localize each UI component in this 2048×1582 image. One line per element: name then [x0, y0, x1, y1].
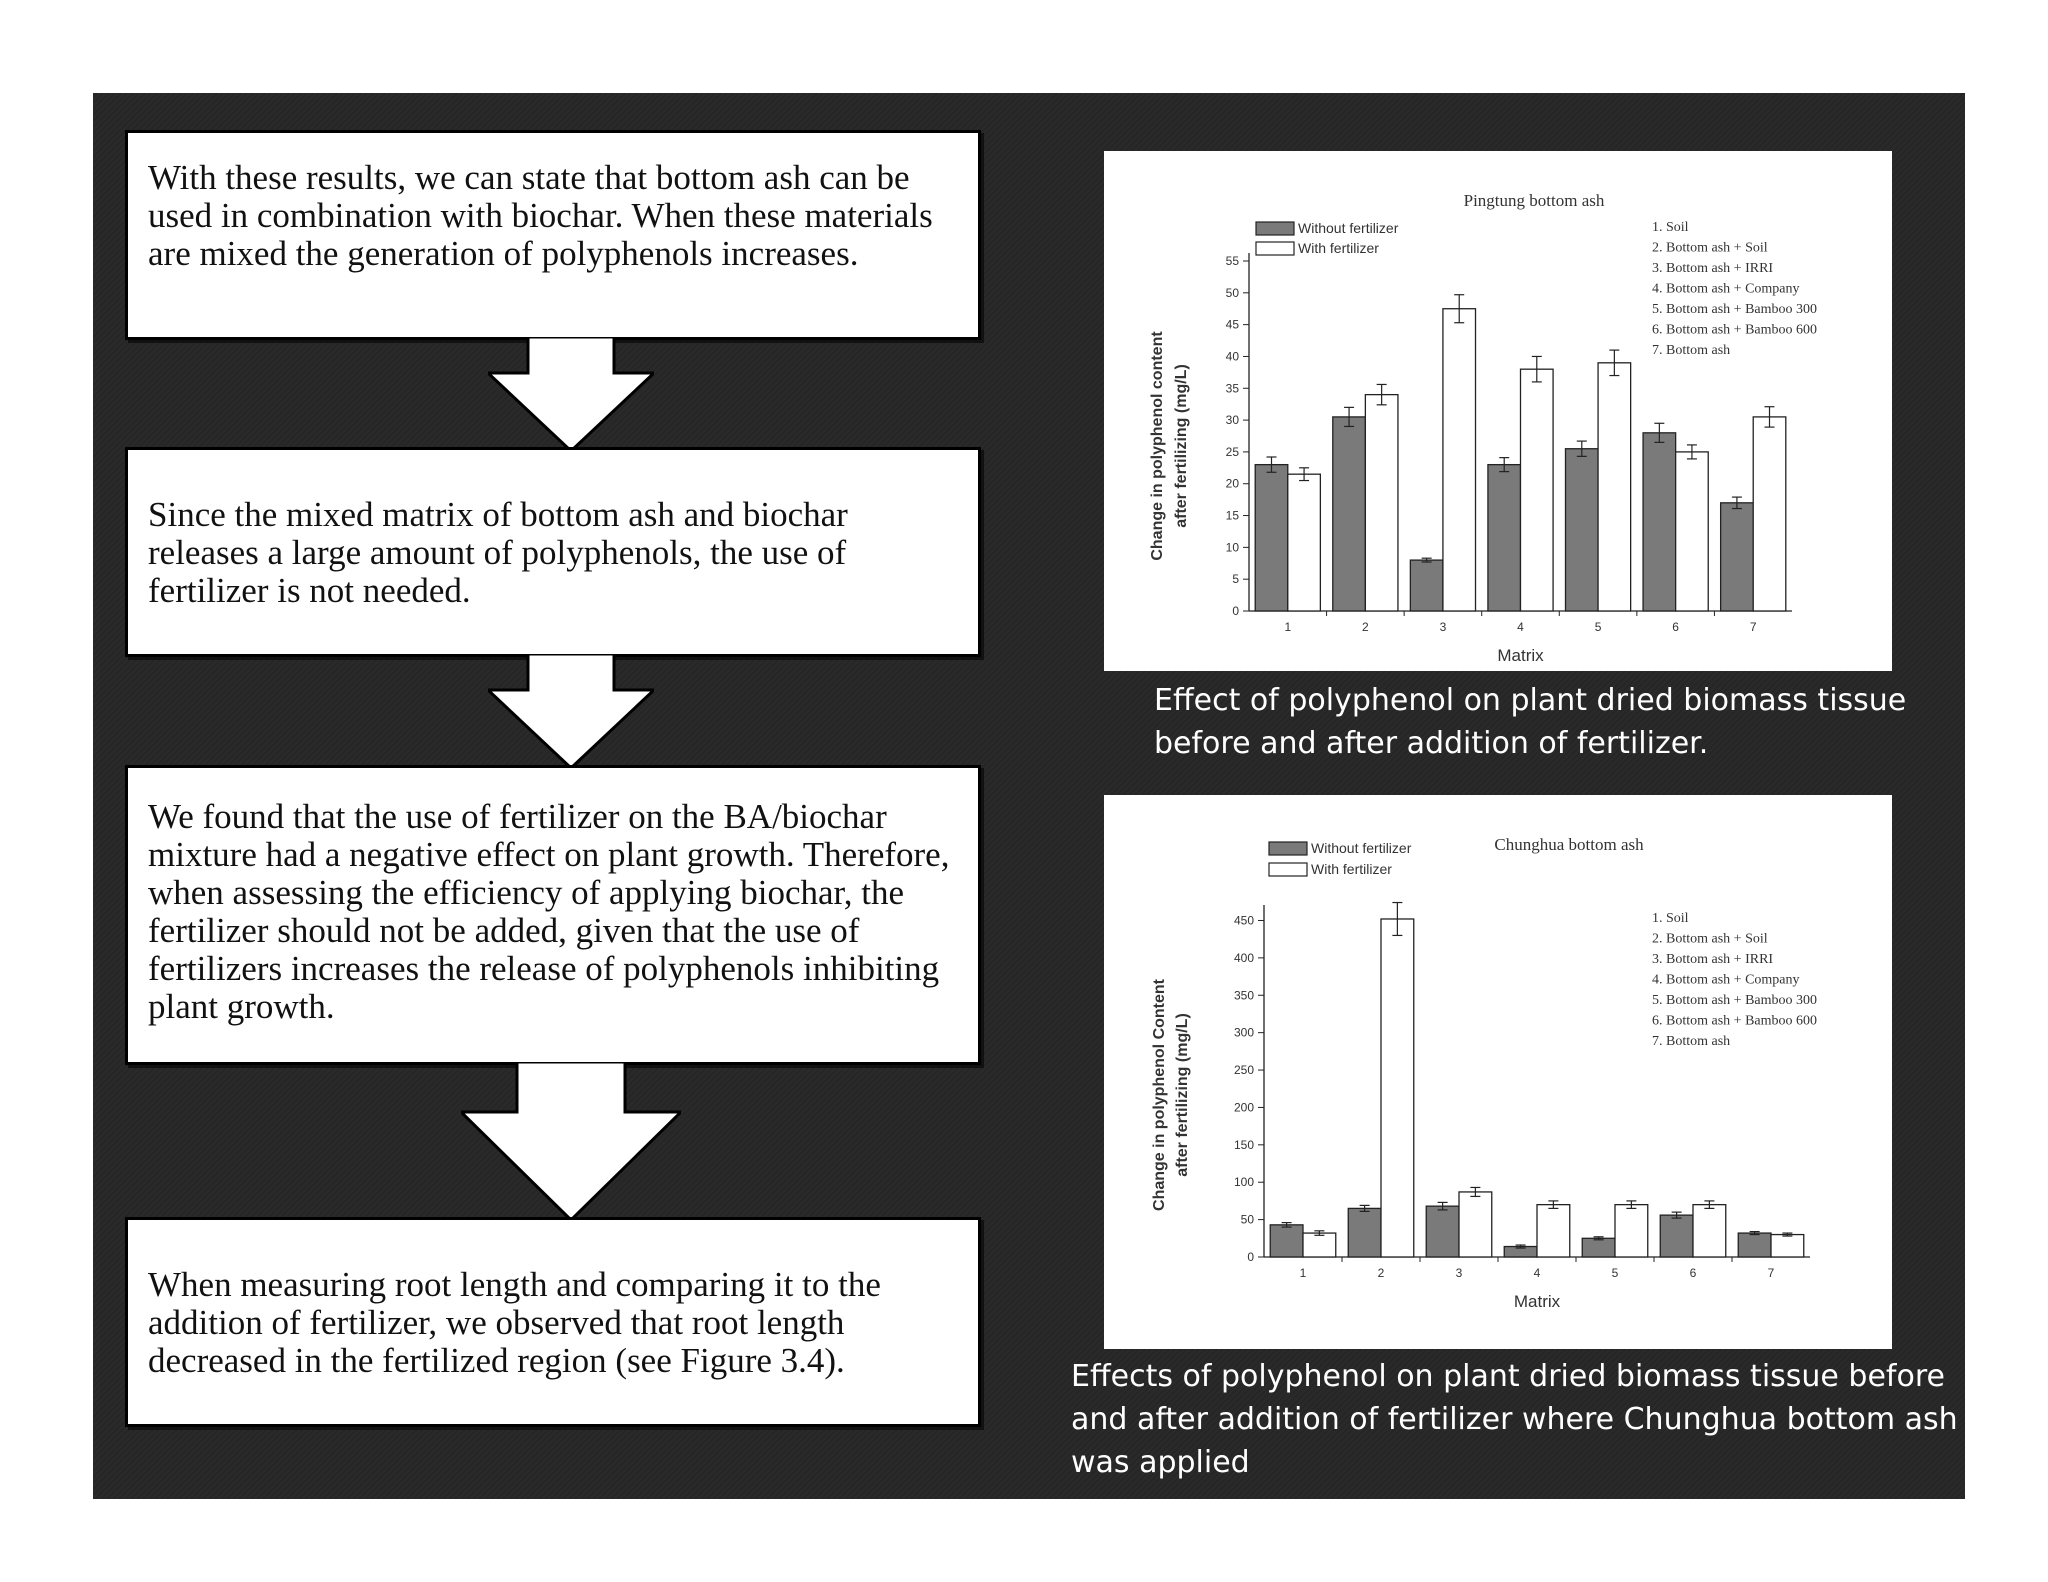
- bar-without-3: [1426, 1206, 1459, 1257]
- chart-panel-chunghua: [1104, 795, 1892, 1349]
- x-tick-label: 5: [1594, 620, 1602, 634]
- x-tick-label: 2: [1362, 620, 1369, 634]
- bar-with-5: [1615, 1205, 1648, 1257]
- bar-with-2: [1365, 395, 1398, 611]
- x-axis-label: Matrix: [1513, 1292, 1561, 1311]
- legend-label-with: With fertilizer: [1298, 240, 1379, 256]
- bar-without-4: [1488, 465, 1521, 611]
- x-tick-label: 4: [1517, 620, 1524, 634]
- slide: [93, 93, 1965, 1499]
- bar-with-2: [1381, 919, 1414, 1257]
- y-tick-label: 5: [1232, 572, 1239, 587]
- matrix-legend-item: 5. Bottom ash + Bamboo 300: [1652, 993, 1818, 1008]
- matrix-legend-item: 7. Bottom ash: [1652, 1034, 1731, 1049]
- y-tick-label: 20: [1225, 476, 1239, 491]
- legend-swatch-with: [1269, 863, 1307, 876]
- y-tick-label: 400: [1233, 950, 1254, 965]
- y-tick-label: 30: [1225, 413, 1239, 428]
- chart-title: Chunghua bottom ash: [1494, 835, 1644, 854]
- flow-box-4: [125, 1217, 981, 1427]
- x-tick-label: 5: [1611, 1266, 1619, 1280]
- y-tick-label: 200: [1233, 1100, 1254, 1115]
- matrix-legend-item: 6. Bottom ash + Bamboo 600: [1652, 1013, 1818, 1029]
- bar-with-7: [1771, 1235, 1804, 1257]
- matrix-legend-item: 3. Bottom ash + IRRI: [1652, 952, 1774, 967]
- bar-without-6: [1660, 1215, 1693, 1257]
- bar-without-6: [1643, 433, 1676, 611]
- bar-without-5: [1565, 449, 1598, 611]
- matrix-legend-item: 1. Soil: [1652, 220, 1689, 235]
- x-tick-label: 2: [1377, 1266, 1385, 1280]
- down-arrow-1: [488, 337, 654, 451]
- y-tick-label: 300: [1233, 1025, 1254, 1040]
- y-tick-label: 40: [1225, 349, 1239, 364]
- chart-caption-chunghua: Effects of polyphenol on plant dried biomass tissue before and after addition of fertilizer where Chunghua bottom ash was applied: [1071, 1359, 1958, 1480]
- y-axis-label-line2: after fertilizing (mg/L): [1174, 1013, 1191, 1177]
- flow-box-1-text: With these results, we can state that bottom ash can be used in combination with biochar. When these materials are mixed the generation of polyphenols increases.: [148, 158, 933, 273]
- y-tick-label: 10: [1225, 540, 1239, 555]
- chart-pingtung: [1104, 151, 1892, 671]
- y-tick-label: 15: [1225, 508, 1239, 523]
- y-tick-label: 450: [1233, 913, 1254, 928]
- flow-box-3: [125, 765, 981, 1065]
- matrix-legend-item: 4. Bottom ash + Company: [1652, 281, 1800, 297]
- y-tick-label: 55: [1225, 254, 1239, 268]
- x-tick-label: 3: [1439, 620, 1447, 634]
- y-tick-label: 0: [1232, 604, 1239, 618]
- matrix-legend-item: 1. Soil: [1652, 911, 1689, 926]
- bar-without-5: [1582, 1238, 1615, 1257]
- chart-title: Pingtung bottom ash: [1463, 191, 1605, 210]
- bar-without-2: [1333, 417, 1366, 611]
- x-tick-label: 1: [1284, 620, 1292, 634]
- bar-without-1: [1270, 1225, 1303, 1257]
- legend-label-without: Without fertilizer: [1311, 840, 1412, 856]
- chart-caption-pingtung: Effect of polyphenol on plant dried biomass tissue before and after addition of fertilizer.: [1154, 683, 1907, 761]
- y-tick-label: 150: [1233, 1137, 1254, 1152]
- flow-box-2: [125, 447, 981, 657]
- bar-with-4: [1537, 1205, 1570, 1257]
- chart-panel-pingtung: [1104, 151, 1892, 671]
- y-tick-label: 50: [1225, 285, 1239, 300]
- bar-without-1: [1255, 465, 1288, 611]
- y-axis-label-line2: after fertilizing (mg/L): [1173, 364, 1190, 528]
- bar-without-3: [1410, 560, 1443, 611]
- y-tick-label: 100: [1233, 1175, 1254, 1190]
- matrix-legend-item: 7. Bottom ash: [1652, 343, 1731, 358]
- bar-without-7: [1721, 503, 1754, 611]
- x-tick-label: 7: [1749, 620, 1757, 634]
- flow-box-2-text: Since the mixed matrix of bottom ash and biochar releases a large amount of polyphenols, the use of fertilizer is not needed.: [148, 495, 848, 610]
- down-arrow-2: [488, 654, 654, 768]
- y-axis-label-line1: Change in polyphenol content: [1149, 331, 1166, 561]
- y-tick-label: 35: [1225, 381, 1239, 396]
- flow-box-3-text: We found that the use of fertilizer on the BA/biochar mixture had a negative effect on plant growth. Therefore, when assessing the efficiency of applying biochar, the fertilizer should not be added, given that the use of fertilizers increases the release of polyphenols inhibiting plant growth.: [148, 797, 950, 1026]
- bar-with-6: [1693, 1205, 1726, 1257]
- chart-chunghua: [1104, 795, 1892, 1349]
- down-arrow-3: [461, 1062, 681, 1220]
- bar-with-7: [1753, 417, 1786, 611]
- flow-box-1: [125, 130, 981, 340]
- x-axis-label: Matrix: [1497, 646, 1544, 665]
- x-tick-label: 6: [1672, 620, 1679, 634]
- y-tick-label: 50: [1240, 1212, 1254, 1227]
- y-tick-label: 45: [1225, 317, 1239, 332]
- y-axis-label-line1: Change in polyphenol Content: [1151, 979, 1168, 1211]
- matrix-legend-item: 3. Bottom ash + IRRI: [1652, 261, 1774, 276]
- y-tick-label: 250: [1233, 1063, 1254, 1078]
- legend-label-with: With fertilizer: [1311, 861, 1392, 877]
- x-tick-label: 3: [1455, 1266, 1463, 1280]
- bar-with-3: [1443, 309, 1476, 611]
- matrix-legend-item: 6. Bottom ash + Bamboo 600: [1652, 322, 1818, 338]
- x-tick-label: 1: [1299, 1266, 1307, 1280]
- x-tick-label: 7: [1767, 1266, 1775, 1280]
- legend-swatch-without: [1256, 222, 1294, 235]
- legend-label-without: Without fertilizer: [1298, 220, 1399, 236]
- bar-with-4: [1521, 369, 1554, 611]
- bar-with-1: [1303, 1233, 1336, 1257]
- matrix-legend-item: 2. Bottom ash + Soil: [1652, 931, 1768, 947]
- matrix-legend-item: 5. Bottom ash + Bamboo 300: [1652, 302, 1818, 317]
- bar-without-2: [1348, 1208, 1381, 1257]
- matrix-legend-item: 4. Bottom ash + Company: [1652, 972, 1800, 988]
- bar-with-1: [1288, 474, 1321, 611]
- x-tick-label: 6: [1689, 1266, 1697, 1280]
- legend-swatch-without: [1269, 842, 1307, 855]
- y-tick-label: 25: [1225, 444, 1239, 459]
- y-tick-label: 0: [1247, 1250, 1254, 1264]
- flow-box-4-text: When measuring root length and comparing it to the addition of fertilizer, we observed that root length decreased in the fertilized region (see Figure 3.4).: [148, 1265, 881, 1380]
- bar-with-5: [1598, 363, 1631, 611]
- bar-with-6: [1676, 452, 1709, 611]
- legend-swatch-with: [1256, 242, 1294, 255]
- bar-with-3: [1459, 1192, 1492, 1257]
- matrix-legend-item: 2. Bottom ash + Soil: [1652, 240, 1768, 256]
- bar-without-7: [1738, 1233, 1771, 1257]
- y-tick-label: 350: [1233, 988, 1254, 1003]
- x-tick-label: 4: [1533, 1266, 1541, 1280]
